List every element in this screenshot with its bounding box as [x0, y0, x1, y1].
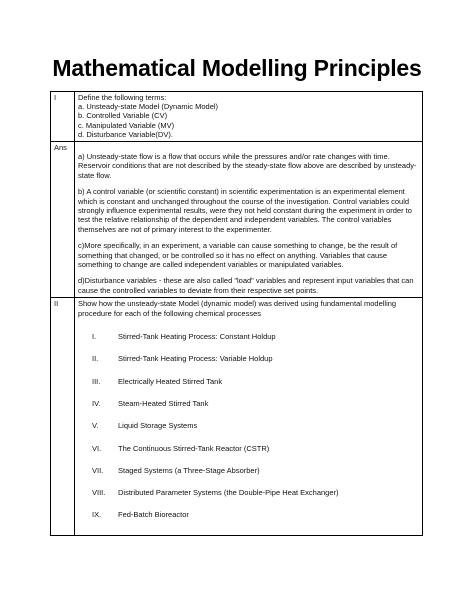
question-table — [50, 91, 423, 536]
list-item — [78, 332, 420, 354]
item-text: Fed-Batch Bioreactor — [118, 510, 189, 520]
row-label: Ans — [51, 142, 75, 298]
item-text: Electrically Heated Stirred Tank — [118, 376, 223, 386]
item-number: II. — [92, 354, 99, 364]
list-item: d. Disturbance Variable(DV). — [78, 129, 173, 139]
question-heading: Define the following terms: — [78, 93, 167, 102]
row-label: II — [51, 298, 75, 535]
page-title: Mathematical Modelling Principles — [52, 55, 422, 81]
answer-paragraph: d)Disturbance variables - these are also called "load" variables and represent input variables that can cause the controlled variables to deviate from their respective set points. — [78, 276, 414, 295]
question-cell — [75, 92, 423, 142]
list-item — [78, 421, 420, 443]
process-list — [78, 332, 420, 533]
item-text: Staged Systems (a Three-Stage Absorber) — [118, 465, 260, 475]
table-row — [51, 92, 423, 142]
item-number: III. — [92, 376, 101, 386]
question-cell — [75, 298, 423, 535]
item-text: Stirred-Tank Heating Process: Constant Holdup — [118, 332, 276, 342]
list-item — [78, 377, 420, 399]
list-item — [78, 488, 420, 510]
item-number: VI. — [92, 443, 102, 453]
answer-cell — [75, 142, 423, 298]
item-number: VII. — [92, 465, 104, 475]
answer-paragraph: b) A control variable (or scientific constant) in scientific experimentation is an experimental element which is constant and unchanged throughout the course of the investigation. Control variables could strongly influence experimental results, were they not held constant during the experiment in order to test the relative relationship of the dependent and independent variables. The control variables themselves are not of primary interest to the experimenter. — [78, 187, 412, 234]
question-intro: Show how the unsteady-state Model (dynamic model) was derived using fundamental modelling procedure for each of the following chemical processes — [78, 299, 397, 318]
item-number: V. — [92, 421, 99, 431]
item-text: Distributed Parameter Systems (the Double-Pipe Heat Exchanger) — [118, 488, 339, 498]
table-row — [51, 298, 423, 535]
answer-paragraph: c)More specifically, in an experiment, a variable can cause something to change, be the result of something that changed, or be controlled so it has no effect on anything. Variables that cause something to change are called independent variables or manipulated variables. — [78, 241, 398, 270]
list-item: a. Unsteady-state Model (Dynamic Model) — [78, 102, 219, 112]
item-number: VIII. — [92, 488, 106, 498]
list-item — [78, 444, 420, 466]
list-item — [78, 510, 420, 532]
item-number: IX. — [92, 510, 102, 520]
list-item — [78, 354, 420, 376]
list-item — [78, 399, 420, 421]
item-number: I. — [92, 332, 97, 342]
row-label: I — [51, 92, 75, 142]
list-item: c. Manipulated Variable (MV) — [78, 120, 175, 130]
item-text: Steam-Heated Stirred Tank — [118, 399, 209, 408]
list-item: b. Controlled Variable (CV) — [78, 111, 168, 121]
item-text: Liquid Storage Systems — [118, 421, 198, 431]
item-number: IV. — [92, 399, 101, 408]
item-text: The Continuous Stirred-Tank Reactor (CSTR) — [118, 443, 270, 453]
item-text: Stirred-Tank Heating Process: Variable Holdup — [118, 354, 273, 364]
list-item — [78, 466, 420, 488]
table-row — [51, 142, 423, 298]
answer-paragraph: a) Unsteady-state flow is a flow that occurs while the pressures and/or rate changes with time. Reservoir conditions that are not described by the steady-state flow above are described by unsteady-state flow. — [78, 152, 417, 180]
